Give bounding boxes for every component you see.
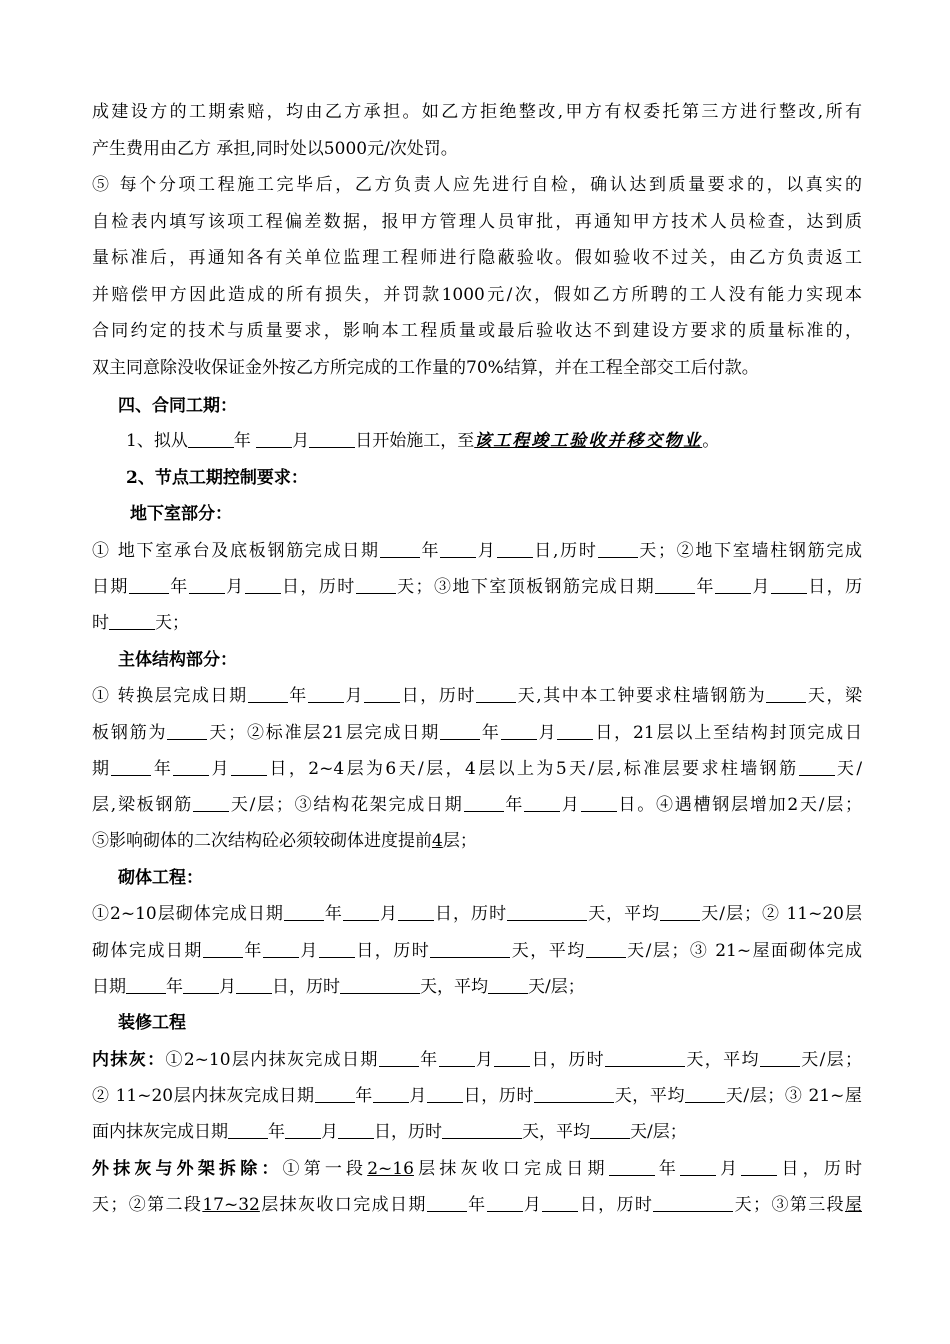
schedule-line xyxy=(92,1121,862,1145)
section-heading: 四、合同工期： xyxy=(118,396,237,416)
blank-field xyxy=(715,577,751,594)
blank-field xyxy=(771,577,807,594)
blank-field xyxy=(129,577,169,594)
text: 月 xyxy=(298,941,319,961)
underlined-number: 4 xyxy=(432,831,443,851)
text: 日，历时 xyxy=(530,1050,606,1070)
blank-field xyxy=(653,1195,733,1212)
blank-field xyxy=(439,1050,475,1067)
blank-field xyxy=(605,1050,685,1067)
schedule-line xyxy=(92,903,862,927)
paragraph-line: 成建设方的工期索赔，均由乙方承担。如乙方拒绝整改,甲方有权委托第三方进行整改,所有 xyxy=(92,102,862,122)
handwritten-text: 该工程竣工验收并移交物业 xyxy=(474,431,703,451)
blank-field xyxy=(427,1195,467,1212)
text: 日期 xyxy=(92,577,129,597)
blank-field xyxy=(340,977,420,994)
blank-field xyxy=(766,686,806,703)
blank-field xyxy=(379,1050,419,1067)
schedule-line xyxy=(92,830,862,854)
text: ① 转换层完成日期 xyxy=(92,686,248,706)
blank-field xyxy=(427,1086,463,1103)
blank-field xyxy=(308,686,344,703)
text: 天，平均 xyxy=(510,941,586,961)
blank-field xyxy=(507,904,587,921)
text: 层； xyxy=(442,831,477,851)
text: 月 xyxy=(219,977,236,997)
text: 日，历时 xyxy=(354,941,431,961)
blank-field xyxy=(356,577,396,594)
text: 日，历时 xyxy=(777,1159,862,1179)
blank-field xyxy=(440,723,480,740)
text: 期 xyxy=(92,759,112,779)
text: 日，21层以上至结构封顶完成日 xyxy=(593,723,862,743)
text: 日，历时 xyxy=(578,1195,654,1215)
text: 月 xyxy=(522,1195,543,1215)
text: 天；②第二段 xyxy=(92,1195,203,1215)
paragraph-line: 合同约定的技术与质量要求，影响本工程质量或最后验收达不到建设方要求的质量标准的， xyxy=(92,321,862,341)
blank-field xyxy=(760,1050,800,1067)
blank-field xyxy=(256,431,292,448)
blank-field xyxy=(111,759,151,776)
text: 面内抹灰完成日期 xyxy=(92,1122,228,1142)
text: 年 xyxy=(242,941,263,961)
text: 年 xyxy=(354,1086,373,1106)
blank-field xyxy=(685,1086,725,1103)
blank-field xyxy=(338,1122,374,1139)
blank-field xyxy=(534,1086,614,1103)
blank-field xyxy=(231,759,267,776)
blank-field xyxy=(487,1195,523,1212)
blank-field xyxy=(590,1122,630,1139)
text: 天，平均 xyxy=(587,904,661,924)
text: 月 xyxy=(292,431,310,451)
text: 年 xyxy=(287,686,308,706)
text: 月 xyxy=(343,686,365,706)
blank-field xyxy=(398,904,434,921)
paragraph-line: 产生费用由乙方 承担,同时处以5000元/次处罚。 xyxy=(92,139,458,159)
blank-field xyxy=(542,1195,578,1212)
schedule-line xyxy=(126,430,719,454)
blank-field xyxy=(309,431,355,448)
text: 天；②标准层21层完成日期 xyxy=(207,723,441,743)
text: 日，历时 xyxy=(400,686,477,706)
text: 天，平均 xyxy=(420,977,488,997)
blank-field xyxy=(494,1050,530,1067)
text: 日，2~4层为6天/层，4层以上为5天/层,标准层要求柱墙钢筋 xyxy=(267,759,799,779)
text: 层抹灰收口完成日期 xyxy=(413,1159,609,1179)
inline-label: 内抹灰： xyxy=(92,1050,166,1070)
text: 年 xyxy=(480,723,501,743)
text: 。 xyxy=(702,431,720,451)
blank-field xyxy=(173,759,209,776)
text: 月 xyxy=(321,1122,338,1142)
schedule-line xyxy=(92,794,862,818)
text: ①2~10层内抹灰完成日期 xyxy=(165,1050,379,1070)
paragraph-line: 双主同意除没收保证金外按乙方所完成的工作量的70%结算，并在工程全部交工后付款。 xyxy=(92,358,759,378)
section-subheading: 2、节点工期控制要求： xyxy=(126,468,308,488)
text: 年 xyxy=(323,904,343,924)
blank-field xyxy=(476,686,516,703)
blank-field xyxy=(236,977,272,994)
blank-field xyxy=(263,941,299,958)
blank-field xyxy=(284,904,324,921)
blank-field xyxy=(586,941,626,958)
subsection-heading: 装修工程 xyxy=(118,1013,186,1033)
text: 日开始施工，至 xyxy=(355,431,475,451)
text: 日，历时 xyxy=(272,977,340,997)
text: 天/层；③ 21~屋 xyxy=(725,1086,862,1106)
text: 年 xyxy=(503,795,525,815)
subsection-heading: 砌体工程： xyxy=(118,868,203,888)
blank-field xyxy=(501,723,537,740)
blank-field xyxy=(440,541,476,558)
text: 砌体完成日期 xyxy=(92,941,203,961)
blank-field xyxy=(799,759,835,776)
blank-field xyxy=(319,941,355,958)
blank-field xyxy=(488,977,528,994)
blank-field xyxy=(189,577,225,594)
blank-field xyxy=(609,1159,655,1176)
blank-field xyxy=(248,686,288,703)
text: 时 xyxy=(92,613,109,633)
text: 日,历时 xyxy=(532,541,598,561)
text: 天/ xyxy=(834,759,862,779)
text: 天/层； xyxy=(630,1122,687,1142)
schedule-line xyxy=(92,576,862,600)
blank-field xyxy=(245,577,281,594)
text: 日，历时 xyxy=(433,904,508,924)
text: ① 地下室承台及底板钢筋完成日期 xyxy=(92,541,380,561)
blank-field xyxy=(126,977,166,994)
text: 天/层；③结构花架完成日期 xyxy=(229,795,464,815)
text: 月 xyxy=(476,541,497,561)
text: 日，历 xyxy=(806,577,862,597)
blank-field xyxy=(193,795,229,812)
schedule-line xyxy=(92,722,862,746)
paragraph-line: 自检表内填写该项工程偏差数据，报甲方管理人员审批，再通知甲方技术人员检查，达到质 xyxy=(92,212,862,232)
blank-field xyxy=(680,1159,716,1176)
blank-field xyxy=(228,1122,268,1139)
text: 天/层； xyxy=(528,977,585,997)
text: ①2~10层砌体完成日期 xyxy=(92,904,284,924)
text: 年 xyxy=(268,1122,285,1142)
text: 月 xyxy=(716,1159,742,1179)
subsection-heading: 主体结构部分： xyxy=(118,650,237,670)
text: 日，历时 xyxy=(463,1086,535,1106)
blank-field xyxy=(109,613,155,630)
text: 天，平均 xyxy=(685,1050,760,1070)
text: 层,梁板钢筋 xyxy=(92,795,194,815)
underlined-text: 屋 xyxy=(845,1195,862,1215)
blank-field xyxy=(524,795,560,812)
text: 天，平均 xyxy=(614,1086,686,1106)
text: 年 xyxy=(168,577,189,597)
blank-field xyxy=(364,686,400,703)
paragraph-line: 量标准后，再通知各有关单位监理工程师进行隐蔽验收。假如验收不过关，由乙方负责返工 xyxy=(92,248,862,268)
inline-label: 外抹灰与外架拆除： xyxy=(92,1159,283,1179)
blank-field xyxy=(557,723,593,740)
text: 天/层； xyxy=(799,1050,862,1070)
underlined-number: 17~32 xyxy=(202,1195,260,1215)
text: 层抹灰收口完成日期 xyxy=(259,1195,427,1215)
blank-field xyxy=(430,941,510,958)
text: 日。④遇槽钢层增加2天/层； xyxy=(616,795,862,815)
text: ② 11~20层内抹灰完成日期 xyxy=(92,1086,315,1106)
text: 年 xyxy=(166,977,183,997)
text: 年 xyxy=(695,577,715,597)
text: 年 xyxy=(466,1195,487,1215)
text: 月 xyxy=(209,759,232,779)
text: 月 xyxy=(474,1050,495,1070)
text: 年 xyxy=(233,431,251,451)
blank-field xyxy=(660,904,700,921)
text: 天/层；② 11~20层 xyxy=(700,904,862,924)
text: 月 xyxy=(224,577,245,597)
schedule-line xyxy=(92,685,862,709)
schedule-line xyxy=(92,612,862,636)
text: 天； xyxy=(155,613,189,633)
schedule-line xyxy=(92,1194,862,1218)
blank-field xyxy=(285,1122,321,1139)
text: 日，历时 xyxy=(374,1122,442,1142)
schedule-line xyxy=(92,976,862,1000)
text: 日，历时 xyxy=(280,577,356,597)
text: 板钢筋为 xyxy=(92,723,168,743)
blank-field xyxy=(203,941,243,958)
text: 天/层；③ 21~屋面砌体完成 xyxy=(625,941,862,961)
blank-field xyxy=(343,904,379,921)
blank-field xyxy=(315,1086,355,1103)
blank-field xyxy=(655,577,695,594)
blank-field xyxy=(167,723,207,740)
blank-field xyxy=(442,1122,522,1139)
text: 月 xyxy=(536,723,558,743)
text: 年 xyxy=(418,1050,439,1070)
blank-field xyxy=(598,541,638,558)
text: 月 xyxy=(408,1086,428,1106)
schedule-line xyxy=(92,1085,862,1109)
text: 年 xyxy=(151,759,174,779)
text: 天,其中本工钟要求柱墙钢筋为 xyxy=(516,686,767,706)
schedule-line xyxy=(92,1049,862,1073)
blank-field xyxy=(380,541,420,558)
text: 天；②地下室墙柱钢筋完成 xyxy=(637,541,862,561)
text: 年 xyxy=(419,541,441,561)
text: 年 xyxy=(654,1159,680,1179)
blank-field xyxy=(497,541,533,558)
schedule-line xyxy=(92,940,862,964)
blank-field xyxy=(183,977,219,994)
blank-field xyxy=(741,1159,777,1176)
text: 1、拟从 xyxy=(126,431,188,451)
text: 月 xyxy=(560,795,581,815)
schedule-line xyxy=(92,540,862,564)
text: 天；③地下室顶板钢筋完成日期 xyxy=(395,577,656,597)
text: 月 xyxy=(378,904,398,924)
text: 月 xyxy=(750,577,771,597)
schedule-line xyxy=(92,1158,862,1182)
paragraph-line: 并赔偿甲方因此造成的所有损失，并罚款1000元/次，假如乙方所聘的工人没有能力实现本 xyxy=(92,285,862,305)
schedule-line xyxy=(92,758,862,782)
blank-field xyxy=(464,795,504,812)
blank-field xyxy=(581,795,617,812)
text: 天，梁 xyxy=(806,686,862,706)
text: 天；③第三段 xyxy=(733,1195,846,1215)
text: ⑤影响砌体的二次结构砼必须较砌体进度提前 xyxy=(92,831,432,851)
text: 日期 xyxy=(92,977,126,997)
underlined-number: 2~16 xyxy=(367,1159,414,1179)
blank-field xyxy=(188,431,234,448)
blank-field xyxy=(373,1086,409,1103)
paragraph-line: ⑤ 每个分项工程施工完毕后，乙方负责人应先进行自检，确认达到质量要求的，以真实的 xyxy=(92,175,862,195)
subsection-heading: 地下室部分： xyxy=(130,504,232,524)
text: ①第一段 xyxy=(282,1159,368,1179)
text: 天，平均 xyxy=(522,1122,590,1142)
